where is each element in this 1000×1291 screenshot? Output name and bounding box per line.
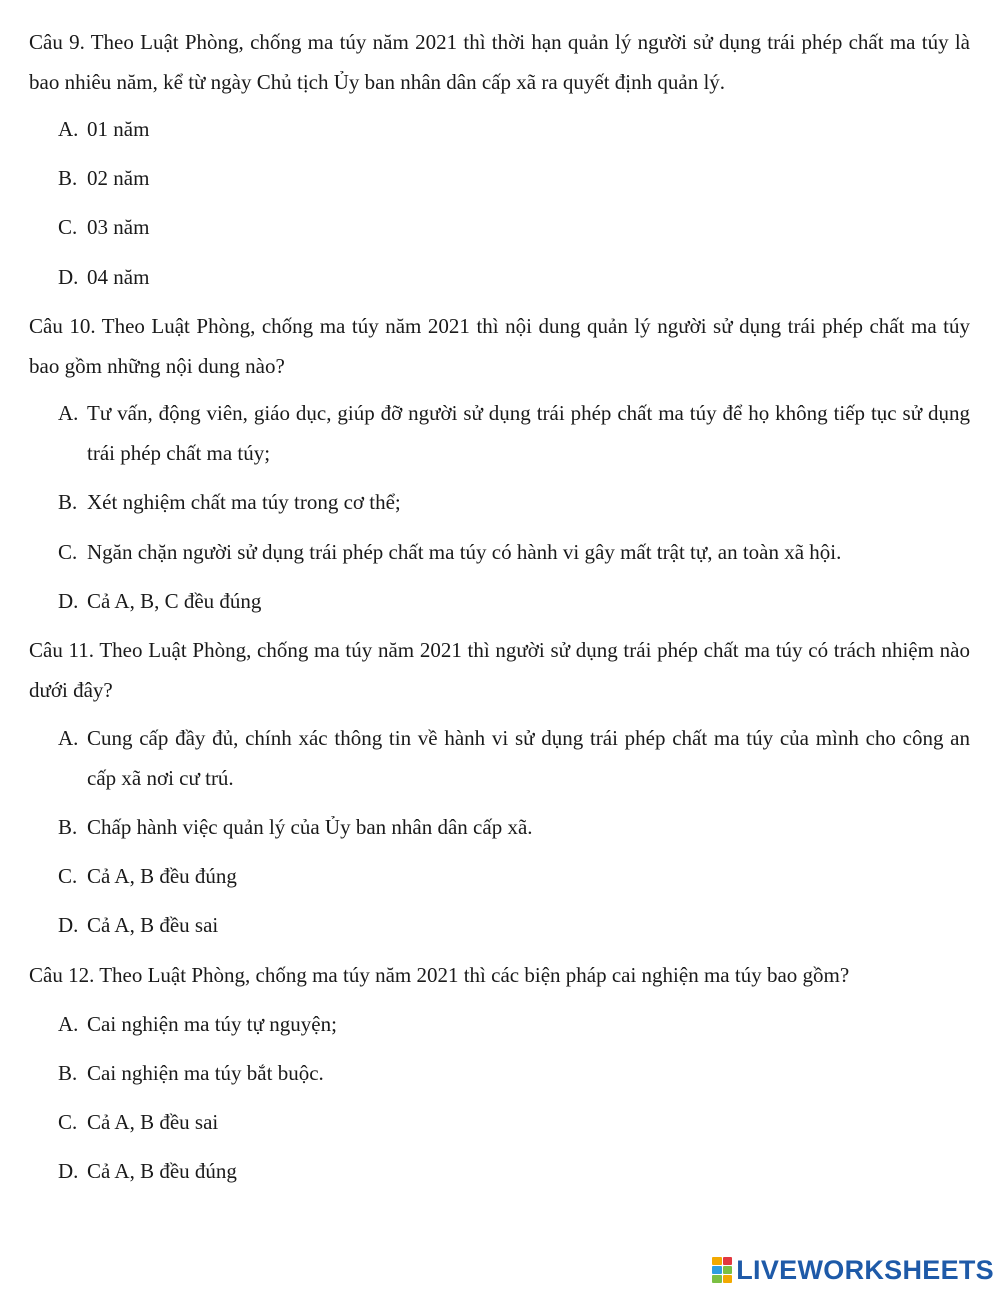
question-9: Câu 9. Theo Luật Phòng, chống ma túy năm 2021 thì thời hạn quản lý người sử dụng trái phép chất ma túy là bao nhiêu năm, kể từ ngày Chủ tịch Ủy ban nhân dân cấp xã ra quyết định quản lý. xyxy=(29,30,970,94)
option-text: Ngăn chặn người sử dụng trái phép chất ma túy có hành vi gây mất trật tự, an toàn xã hội. xyxy=(87,540,842,564)
question-11-option-d[interactable] xyxy=(58,905,970,945)
question-10: Câu 10. Theo Luật Phòng, chống ma túy năm 2021 thì nội dung quản lý người sử dụng trái phép chất ma túy bao gồm những nội dung nào? xyxy=(29,314,970,378)
question-12-option-a[interactable] xyxy=(58,1004,970,1044)
question-10-option-a[interactable] xyxy=(58,393,970,473)
question-11-option-b[interactable] xyxy=(58,807,970,847)
option-letter: B. xyxy=(58,490,78,514)
option-letter: D. xyxy=(58,589,79,613)
option-letter: D. xyxy=(58,1159,79,1183)
option-letter: A. xyxy=(58,117,79,141)
option-letter: C. xyxy=(58,215,78,239)
option-letter: D. xyxy=(58,913,79,937)
question-9-option-b[interactable] xyxy=(58,158,970,198)
option-text: 02 năm xyxy=(87,166,150,190)
option-letter: B. xyxy=(58,166,78,190)
option-text: Chấp hành việc quản lý của Ủy ban nhân dân cấp xã. xyxy=(87,815,533,839)
option-text: Cai nghiện ma túy tự nguyện; xyxy=(87,1012,337,1036)
question-10-option-d[interactable] xyxy=(58,581,970,621)
question-12: Câu 12. Theo Luật Phòng, chống ma túy năm 2021 thì các biện pháp cai nghiện ma túy bao gồm? xyxy=(29,963,850,987)
option-letter: B. xyxy=(58,1061,78,1085)
option-letter: A. xyxy=(58,1012,79,1036)
question-11-option-c[interactable] xyxy=(58,856,970,896)
option-letter: B. xyxy=(58,815,78,839)
option-letter: D. xyxy=(58,265,79,289)
question-9-option-d[interactable] xyxy=(58,257,970,297)
option-text: Cai nghiện ma túy bắt buộc. xyxy=(87,1061,324,1085)
question-12-option-c[interactable] xyxy=(58,1102,970,1142)
option-letter: A. xyxy=(58,726,79,750)
option-text: Cả A, B đều đúng xyxy=(87,1159,237,1183)
option-text: 01 năm xyxy=(87,117,150,141)
option-text: Cả A, B đều đúng xyxy=(87,864,237,888)
option-text: Xét nghiệm chất ma túy trong cơ thể; xyxy=(87,490,401,514)
option-text: 04 năm xyxy=(87,265,150,289)
question-10-option-b[interactable] xyxy=(58,482,970,522)
option-letter: C. xyxy=(58,864,78,888)
option-text: 03 năm xyxy=(87,215,150,239)
option-letter: C. xyxy=(58,540,78,564)
liveworksheets-logo-icon xyxy=(712,1257,732,1283)
option-text: Cung cấp đầy đủ, chính xác thông tin về hành vi sử dụng trái phép chất ma túy của mình cho công an cấp xã nơi cư trú. xyxy=(87,726,970,790)
liveworksheets-brand xyxy=(712,1252,994,1288)
option-text: Tư vấn, động viên, giáo dục, giúp đỡ người sử dụng trái phép chất ma túy để họ không tiếp tục sử dụng trái phép chất ma túy; xyxy=(87,401,970,465)
option-letter: C. xyxy=(58,1110,78,1134)
question-12-option-d[interactable] xyxy=(58,1151,970,1191)
question-9-option-a[interactable] xyxy=(58,109,970,149)
question-9-option-c[interactable] xyxy=(58,207,970,247)
question-11: Câu 11. Theo Luật Phòng, chống ma túy năm 2021 thì người sử dụng trái phép chất ma túy có trách nhiệm nào dưới đây? xyxy=(29,638,970,702)
option-text: Cả A, B, C đều đúng xyxy=(87,589,262,613)
question-12-option-b[interactable] xyxy=(58,1053,970,1093)
question-11-option-a[interactable] xyxy=(58,718,970,798)
question-10-option-c[interactable] xyxy=(58,532,970,572)
option-text: Cả A, B đều sai xyxy=(87,1110,219,1134)
option-letter: A. xyxy=(58,401,79,425)
option-text: Cả A, B đều sai xyxy=(87,913,219,937)
brand-text: LIVEWORKSHEETS xyxy=(736,1254,994,1285)
